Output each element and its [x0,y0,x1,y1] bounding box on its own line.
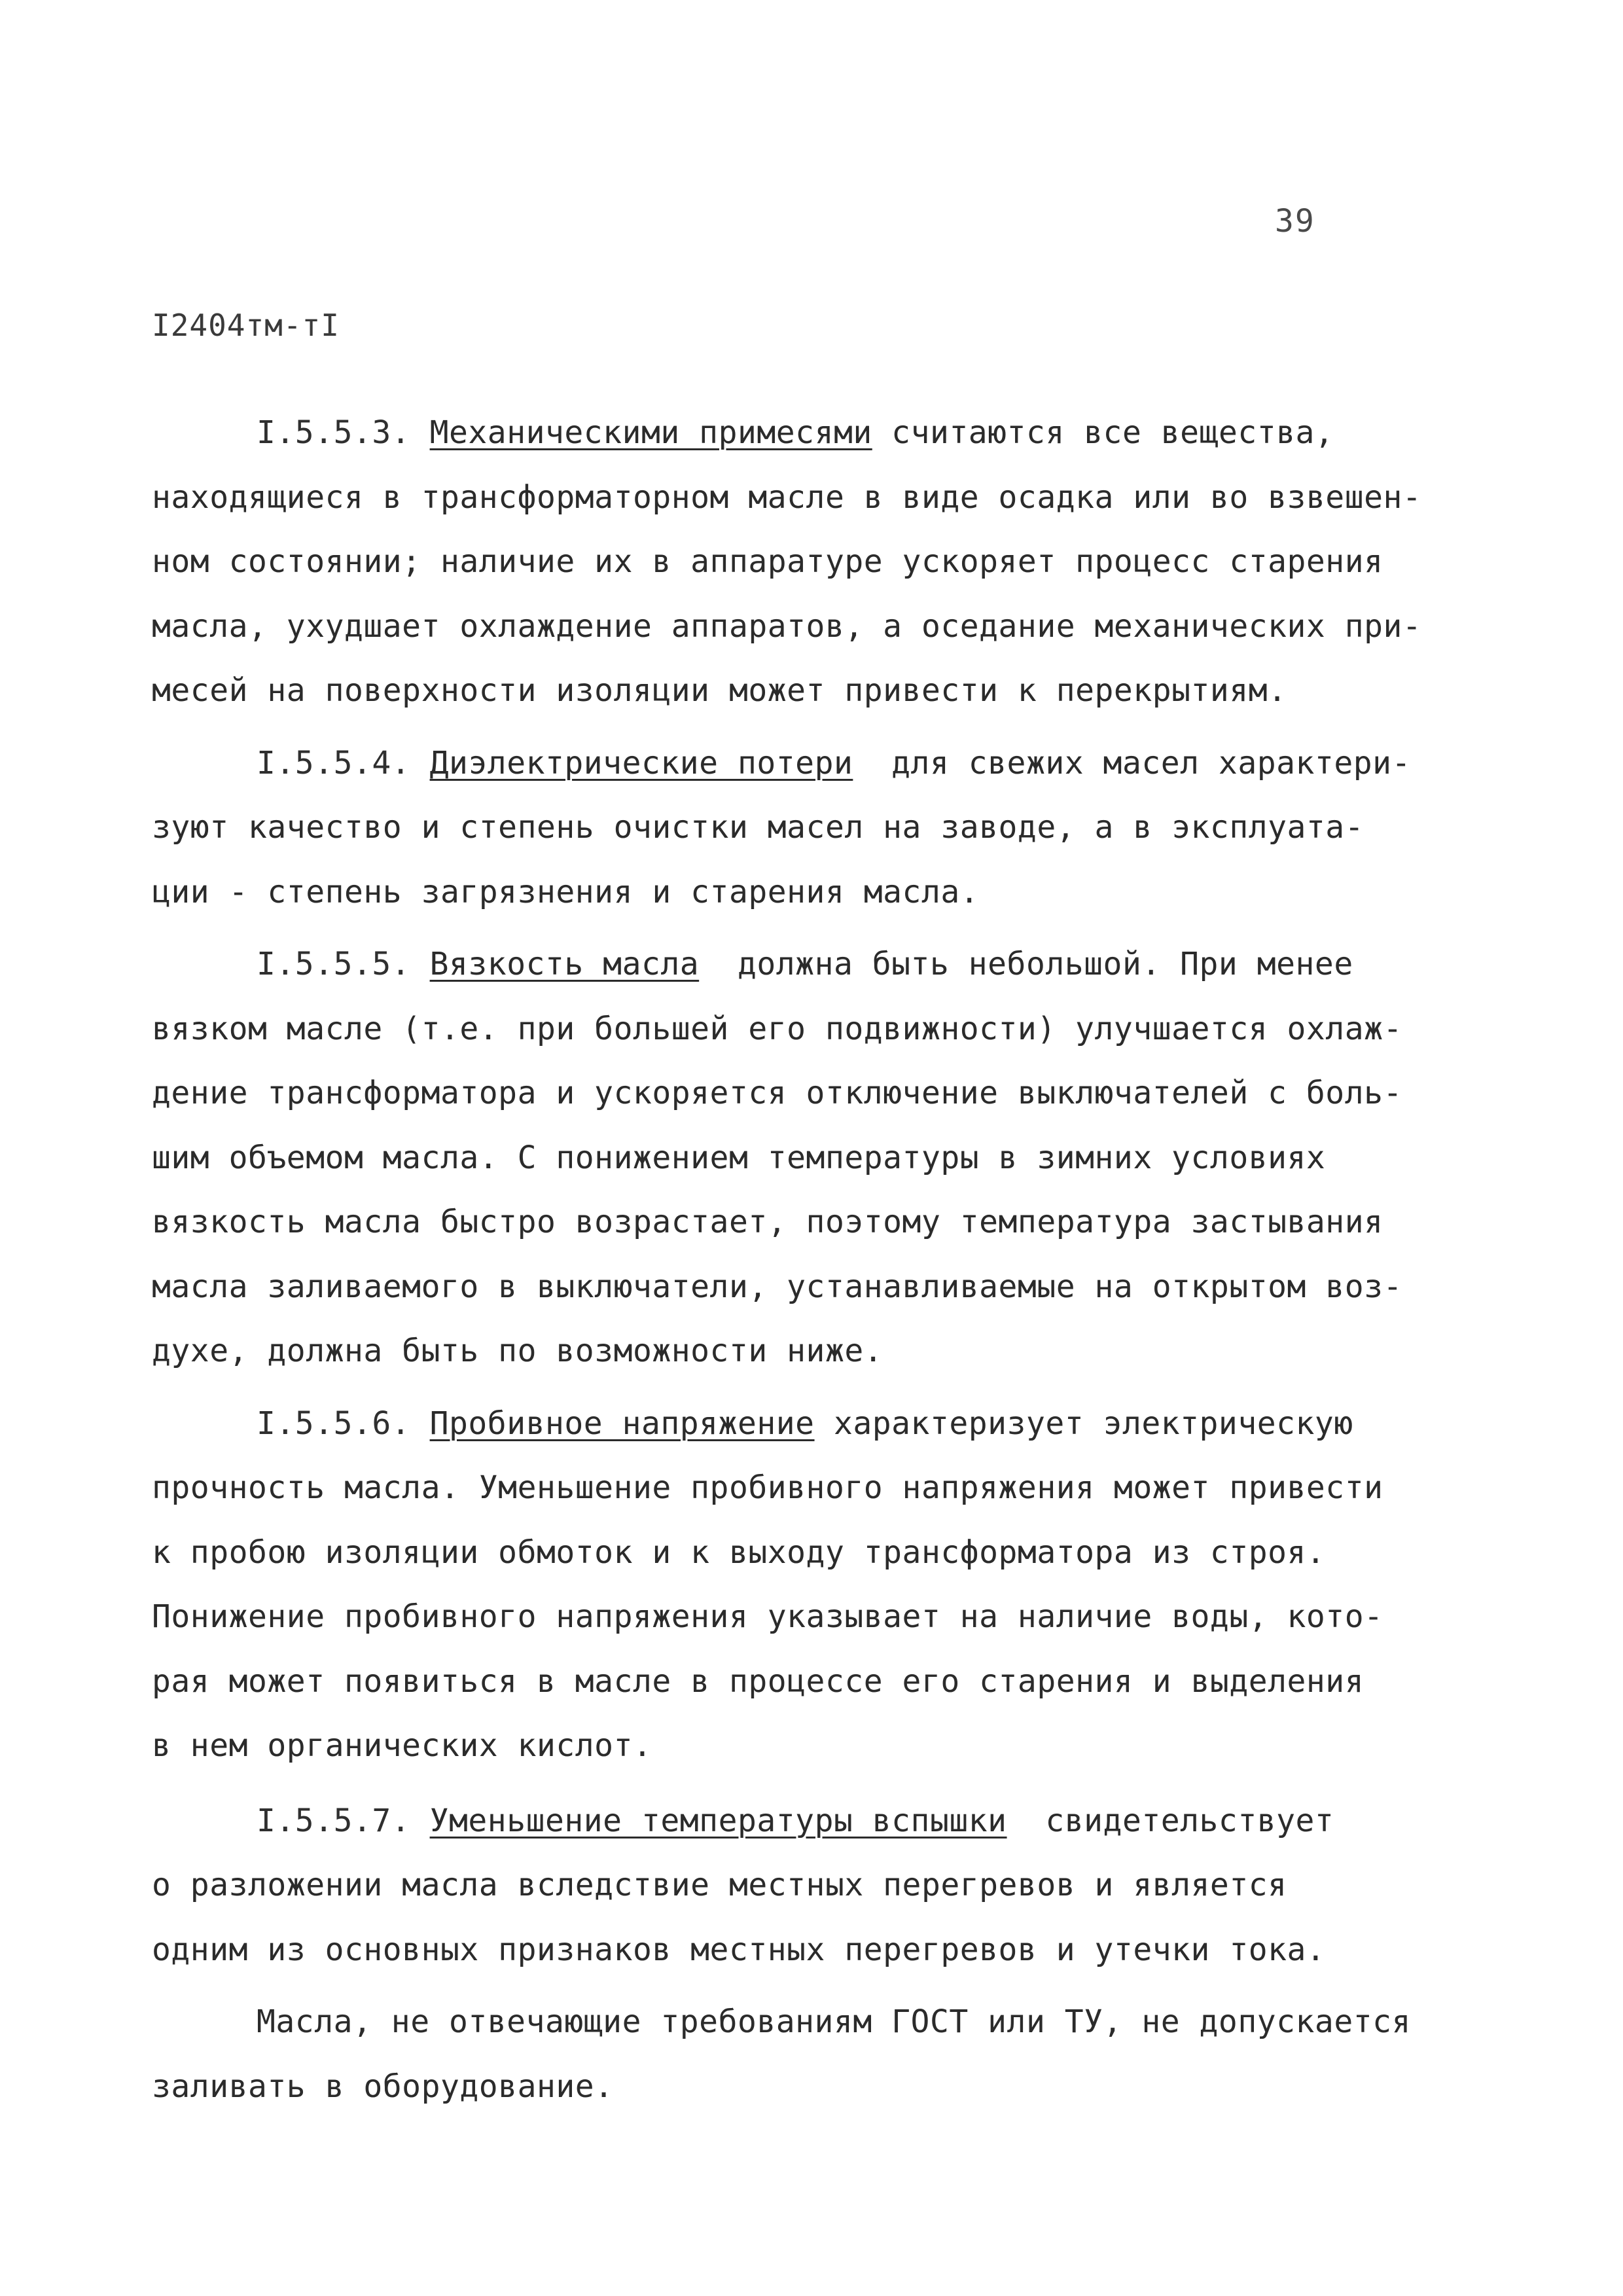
paragraph-line: духе, должна быть по возможности ниже. [152,1333,883,1369]
paragraph-line-text: должна быть небольшой. При менее [699,946,1353,982]
paragraph-line [152,1391,1461,1456]
paragraph-line: месей на поверхности изоляции может привести к перекрытиям. [152,672,1287,709]
underlined-term: Диэлектрические потери [429,744,853,781]
paragraph-number: I.5.5.6. [257,1405,411,1442]
paragraph-number: I.5.5.5. [257,946,411,982]
paragraph-line: Масла, не отвечающие требованиям ГОСТ или ТУ, не допускается [257,2003,1411,2040]
paragraph-line: ном состоянии; наличие их в аппаратуре ускоряет процесс старения [152,543,1383,580]
paragraph-line [152,1789,1461,1854]
paragraph-1554 [152,731,1461,925]
paragraph-line: масла, ухудшает охлаждение аппаратов, а оседание механических при- [152,607,1422,645]
paragraph-1556 [152,1391,1461,1778]
underlined-term: Механическими примесями [429,414,872,451]
paragraph-line: в нем органических кислот. [152,1727,652,1764]
paragraph-line-text: для свежих масел характери- [853,744,1411,781]
paragraph-line: одним из основных признаков местных перегревов и утечки тока. [152,1931,1326,1968]
paragraph-line: масла заливаемого в выключатели, устанавливаемые на открытом воз- [152,1268,1402,1305]
paragraph-line-text: считаются все вещества, [872,414,1334,451]
paragraph-1557 [152,1789,1461,1982]
paragraph-number: I.5.5.4. [257,744,411,781]
paragraph-closing-note [152,1990,1461,2119]
paragraph-line: рая может появиться в масле в процессе его старения и выделения [152,1662,1364,1700]
underlined-term: Уменьшение температуры вспышки [429,1802,1007,1839]
paragraph-gap [152,1778,1461,1789]
document-code: I2404тм-тI [152,308,340,343]
paragraph-line: заливать в оборудование. [152,2068,614,2105]
paragraph-line: вязкость масла быстро возрастает, поэтому температура застывания [152,1204,1383,1240]
paragraph-line: ции - степень загрязнения и старения масла. [152,873,980,910]
paragraph-gap [152,723,1461,731]
paragraph-number: I.5.5.7. [257,1802,411,1839]
paragraph-number: I.5.5.3. [257,414,411,451]
paragraph-line: находящиеся в трансформаторном масле в виде осадка или во взвешен- [152,478,1422,516]
paragraph-line [152,932,1461,997]
paragraph-1553 [152,401,1461,723]
paragraph-1555 [152,932,1461,1384]
paragraph-line-text: характеризует электрическую [814,1405,1353,1442]
paragraph-line: шим объемом масла. С понижением температуры в зимних условиях [152,1139,1326,1176]
underlined-term: Вязкость масла [429,946,700,982]
page-number: 39 [1275,203,1315,240]
paragraph-line-text: свидетельствует [1007,1802,1334,1839]
paragraph-gap [152,1982,1461,1990]
paragraph-line: зуют качество и степень очистки масел на заводе, а в эксплуата- [152,809,1364,846]
paragraph-line: вязком масле (т.е. при большей его подвижности) улучшается охлаж- [152,1010,1402,1047]
paragraph-line: дение трансформатора и ускоряется отключение выключателей с боль- [152,1075,1402,1111]
paragraph-gap [152,924,1461,932]
paragraph-gap [152,1384,1461,1391]
body-text [152,401,1461,2119]
paragraph-line: к пробою изоляции обмоток и к выходу трансформатора из строя. [152,1534,1326,1571]
paragraph-line: Понижение пробивного напряжения указывает на наличие воды, кото- [152,1598,1383,1635]
paragraph-line [152,731,1461,796]
paragraph-line: о разложении масла вследствие местных перегревов и является [152,1867,1287,1903]
paragraph-line [152,401,1461,465]
paragraph-line: прочность масла. Уменьшение пробивного напряжения может привести [152,1469,1383,1506]
underlined-term: Пробивное напряжение [429,1405,815,1442]
